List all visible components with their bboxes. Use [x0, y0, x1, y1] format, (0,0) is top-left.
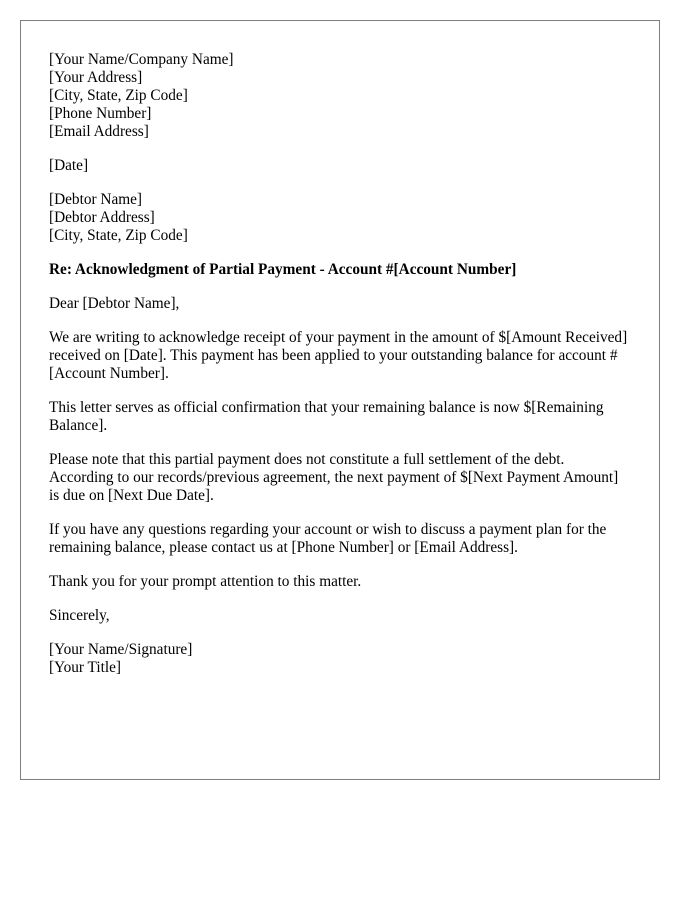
body-paragraph-1: We are writing to acknowledge receipt of your payment in the amount of $[Amount Received] received on [Date]. This payment has been applied to your outstanding balance for account #[Account Number]. — [49, 329, 628, 382]
sender-address: [Your Address] — [49, 69, 143, 86]
body-paragraph-3: Please note that this partial payment does not constitute a full settlement of the debt. According to our records/previous agreement, the next payment of $[Next Payment Amount] is due on [Next Due Date]. — [49, 451, 619, 504]
recipient-city-state-zip: [City, State, Zip Code] — [49, 227, 188, 244]
body-paragraph-5: Thank you for your prompt attention to this matter. — [49, 573, 362, 590]
recipient-block — [49, 191, 631, 245]
signature-block — [49, 641, 631, 677]
signature-title: [Your Title] — [49, 659, 121, 676]
closing: Sincerely, — [49, 607, 110, 624]
sender-city-state-zip: [City, State, Zip Code] — [49, 87, 188, 104]
body-paragraph-2: This letter serves as official confirmation that your remaining balance is now $[Remaining Balance]. — [49, 399, 604, 434]
body-paragraph-4: If you have any questions regarding your account or wish to discuss a payment plan for the remaining balance, please contact us at [Phone Number] or [Email Address]. — [49, 521, 607, 556]
sender-email: [Email Address] — [49, 123, 149, 140]
sender-block — [49, 51, 631, 141]
sender-name: [Your Name/Company Name] — [49, 51, 234, 68]
letter-date: [Date] — [49, 157, 89, 174]
subject-line: Re: Acknowledgment of Partial Payment - Account #[Account Number] — [49, 261, 517, 278]
letter-page — [20, 20, 660, 780]
sender-phone: [Phone Number] — [49, 105, 152, 122]
signature-name: [Your Name/Signature] — [49, 641, 193, 658]
salutation: Dear [Debtor Name], — [49, 295, 180, 312]
date-block — [49, 157, 631, 175]
recipient-name: [Debtor Name] — [49, 191, 143, 208]
recipient-address: [Debtor Address] — [49, 209, 155, 226]
